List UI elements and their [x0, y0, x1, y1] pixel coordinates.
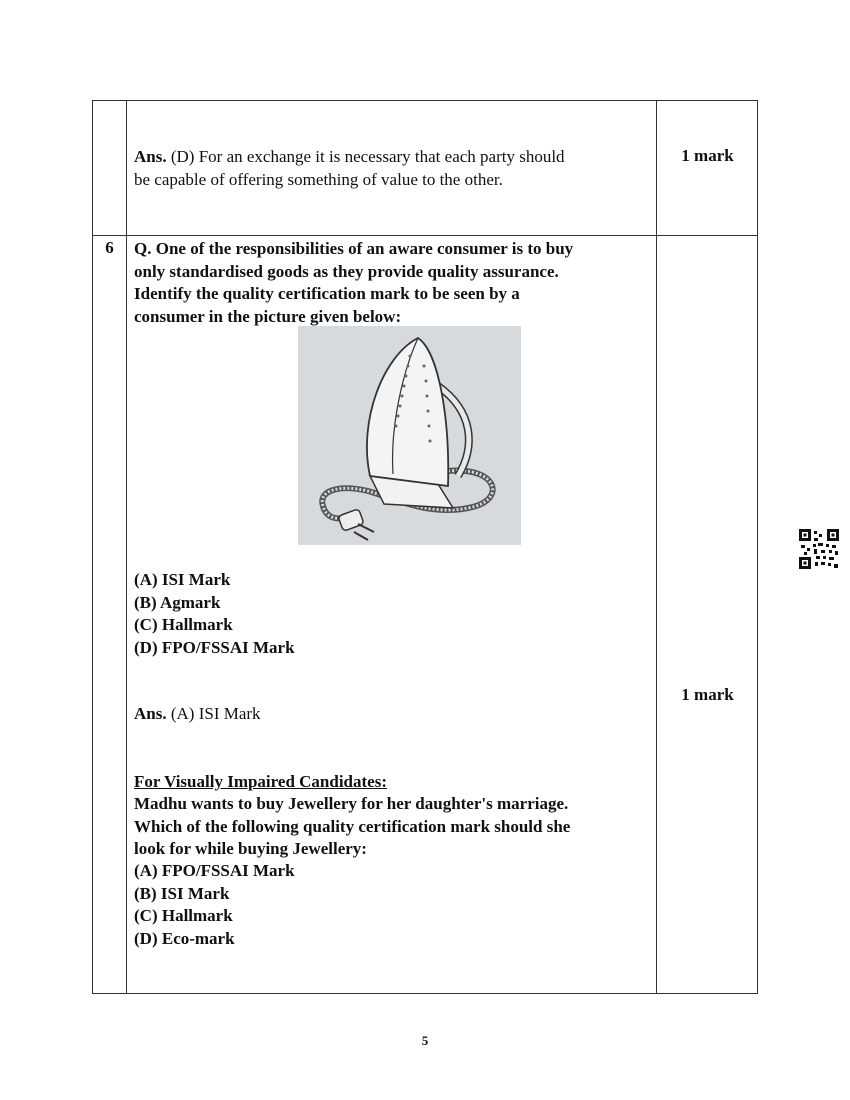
question-line: Identify the quality certification mark to be seen by a	[134, 284, 520, 303]
question-line: Q. One of the responsibilities of an aware consumer is to buy	[134, 239, 574, 258]
vi-option-item: (B) ISI Mark	[134, 883, 230, 903]
vi-question-line: look for while buying Jewellery:	[134, 839, 367, 858]
vi-option-item: (A) FPO/FSSAI Mark	[134, 861, 295, 880]
vi-option-item: (D) Eco-mark	[134, 928, 235, 948]
vi-question-line: Which of the following quality certification mark should she	[134, 816, 571, 836]
row-divider	[93, 235, 757, 236]
option-item: (D) FPO/FSSAI Mark	[134, 637, 295, 657]
row1-answer	[134, 146, 644, 191]
row1-answer-line2: be capable of offering something of value to the other.	[134, 169, 503, 189]
electric-iron-figure	[298, 326, 521, 545]
question-line: consumer in the picture given below:	[134, 306, 402, 326]
row1-answer-line1: (D) For an exchange it is necessary that each party should	[166, 147, 565, 166]
electric-iron-icon	[298, 326, 521, 545]
option-item: (B) Agmark	[134, 592, 221, 612]
options-list	[134, 569, 634, 659]
vi-question-line: Madhu wants to buy Jewellery for her daughter's marriage.	[134, 794, 569, 813]
page-number: 5	[421, 1033, 429, 1048]
row2-answer-text: (A) ISI Mark	[166, 704, 261, 723]
visually-impaired-heading: For Visually Impaired Candidates:	[134, 772, 387, 791]
qr-code-icon	[799, 529, 839, 569]
question-number: 6	[105, 238, 114, 257]
question-text	[134, 238, 649, 328]
row2-answer	[134, 703, 634, 726]
row1-answer-label: Ans.	[134, 147, 167, 166]
option-item: (C) Hallmark	[134, 615, 233, 634]
option-item: (A) ISI Mark	[134, 570, 231, 589]
answer-table	[92, 100, 758, 994]
row1-marks: 1 mark	[681, 146, 734, 165]
visually-impaired-question	[134, 793, 649, 861]
question-line: only standardised goods as they provide quality assurance.	[134, 261, 559, 281]
vi-option-item: (C) Hallmark	[134, 906, 233, 925]
visually-impaired-options	[134, 860, 634, 950]
row2-marks: 1 mark	[681, 685, 734, 704]
row2-answer-label: Ans.	[134, 704, 167, 723]
